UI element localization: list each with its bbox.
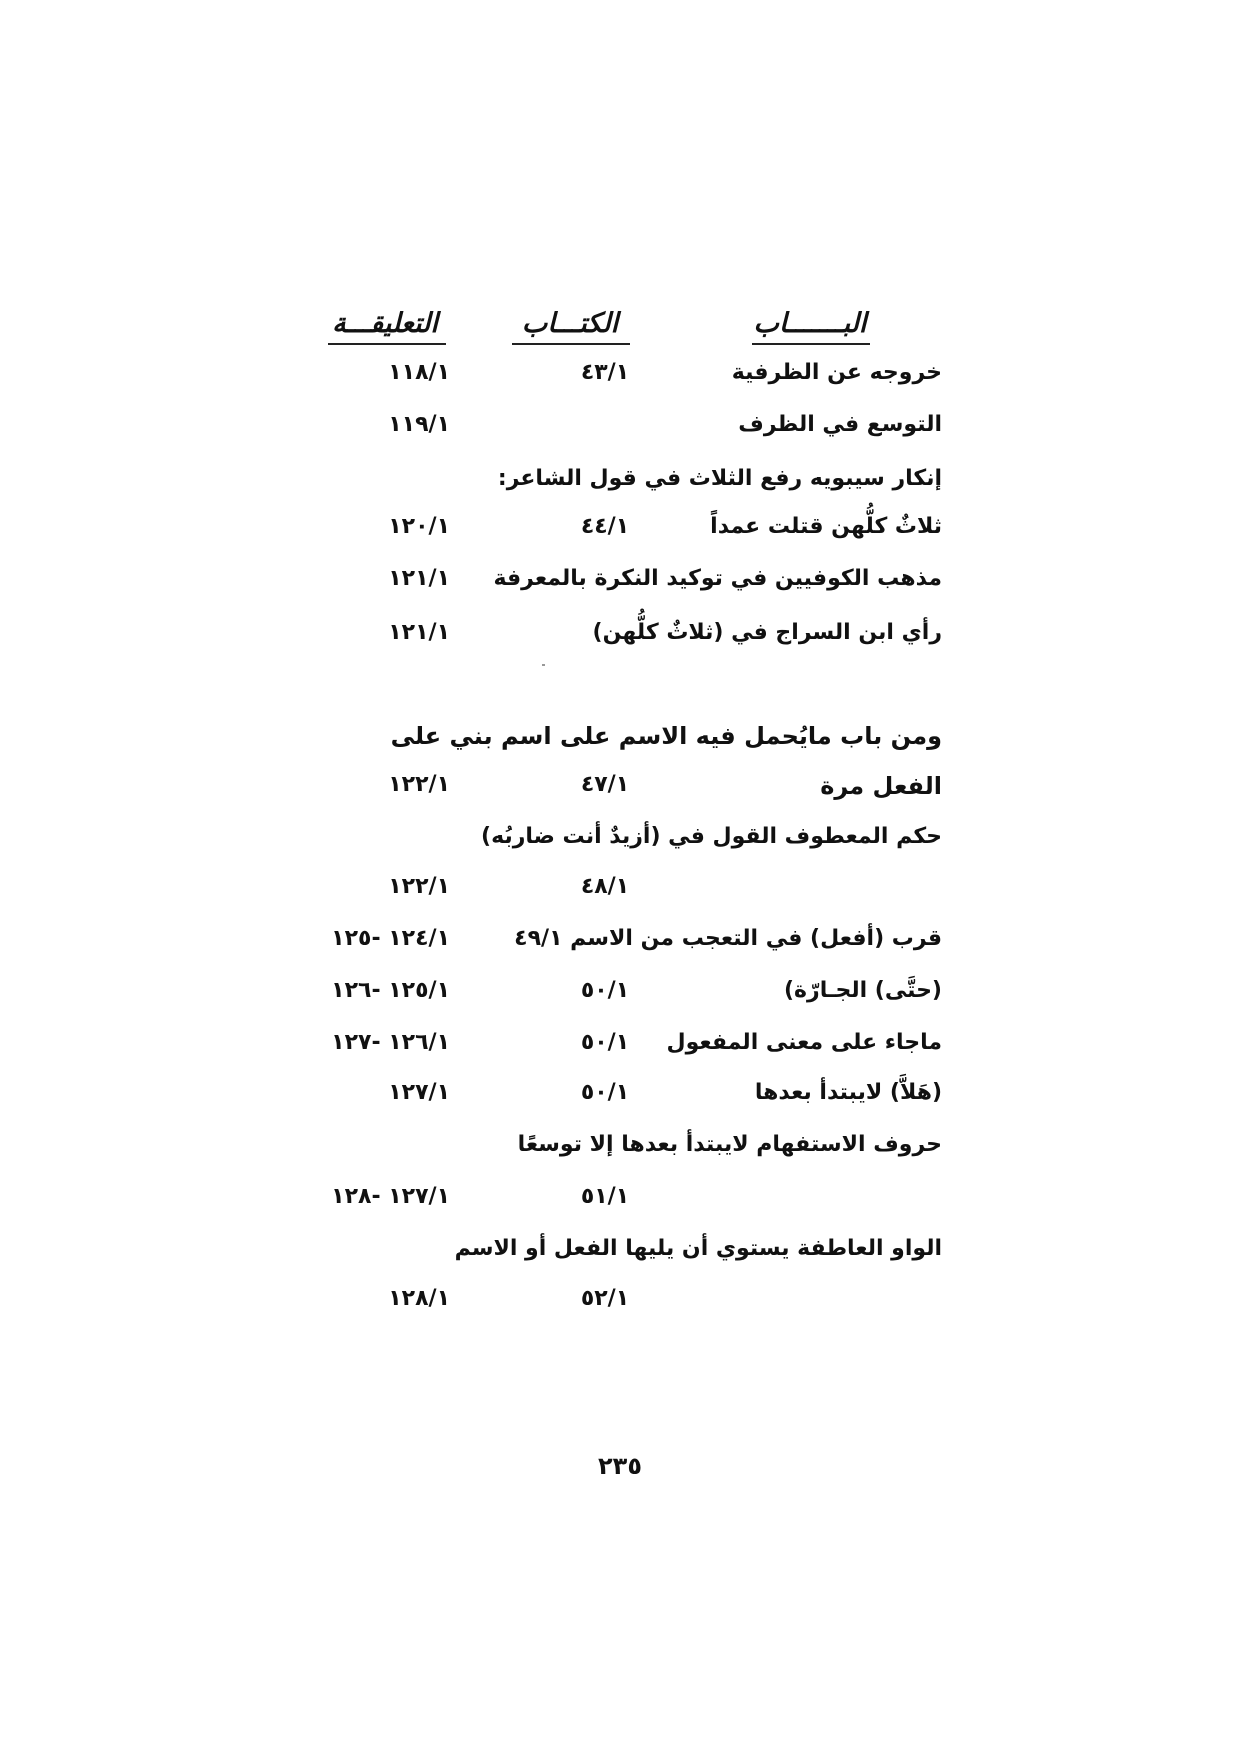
index-row — [0, 1080, 1240, 1126]
header-underline-bab — [752, 343, 870, 345]
row-topic: حكم المعطوف القول في (أزيدٌ أنت ضاربُه) — [481, 824, 942, 849]
row-taliq-ref: ١٢٠/١ — [388, 514, 450, 539]
index-row — [0, 926, 1240, 972]
index-row — [0, 620, 1240, 666]
row-taliq-ref: ١٢٧/١ — [388, 1080, 450, 1105]
row-kitab-ref: ٥٢/١ — [580, 1286, 630, 1311]
index-row — [0, 1286, 1240, 1332]
index-row — [0, 874, 1240, 920]
row-topic: التوسع في الظرف — [738, 412, 942, 437]
row-topic: مذهب الكوفيين في توكيد النكرة بالمعرفة — [493, 566, 942, 591]
print-speck — [542, 664, 545, 666]
row-taliq-ref: ١١٨/١ — [388, 360, 450, 385]
section-heading: ومن باب مايُحمل فيه الاسم على اسم بني على — [390, 722, 942, 750]
row-taliq-ref: ١٢٧/١ -١٢٨ — [331, 1184, 450, 1209]
row-taliq-ref: ١٢٥/١ -١٢٦ — [331, 978, 450, 1003]
index-row — [0, 360, 1240, 406]
row-taliq-ref: ١٢٦/١ -١٢٧ — [331, 1030, 450, 1055]
row-topic: قرب (أفعل) في التعجب من الاسم ٤٩/١ — [514, 926, 942, 951]
row-topic: خروجه عن الظرفية — [731, 360, 942, 385]
row-kitab-ref: ٤٤/١ — [580, 514, 630, 539]
row-kitab-ref: ٥١/١ — [580, 1184, 630, 1209]
row-taliq-ref: ١٢٢/١ — [388, 772, 450, 797]
row-topic: حروف الاستفهام لايبتدأ بعدها إلا توسعًا — [517, 1132, 942, 1157]
header-underline-taliq — [328, 343, 446, 345]
index-row — [0, 566, 1240, 612]
row-topic: ماجاء على معنى المفعول — [666, 1030, 942, 1055]
column-header-bab: البـــــــاب — [753, 308, 867, 339]
header-underline-kitab — [512, 343, 630, 345]
row-topic: ثلاثٌ كلُّهن قتلت عمداً — [710, 514, 942, 539]
column-header-kitab: الكتـــاب — [521, 308, 619, 339]
row-kitab-ref: ٥٠/١ — [580, 1080, 630, 1105]
page-number: ٢٣٥ — [598, 1452, 642, 1480]
index-row — [0, 1236, 1240, 1282]
index-row — [0, 772, 1240, 818]
row-topic: إنكار سيبويه رفع الثلاث في قول الشاعر: — [497, 466, 942, 491]
column-header-taliq: التعليقـــة — [332, 308, 438, 339]
row-topic: الفعل مرة — [820, 772, 942, 800]
index-row — [0, 824, 1240, 870]
index-row — [0, 1184, 1240, 1230]
row-taliq-ref: ١٢٢/١ — [388, 874, 450, 899]
index-row — [0, 1132, 1240, 1178]
index-row — [0, 978, 1240, 1024]
row-topic: (حتَّى) الجـارّة) — [783, 978, 942, 1003]
index-row — [0, 466, 1240, 512]
row-kitab-ref: ٥٠/١ — [580, 978, 630, 1003]
row-taliq-ref: ١٢١/١ — [388, 620, 450, 645]
row-topic: الواو العاطفة يستوي أن يليها الفعل أو الاسم — [454, 1236, 942, 1261]
row-taliq-ref: ١٢١/١ — [388, 566, 450, 591]
row-topic: رأي ابن السراج في (ثلاثٌ كلُّهن) — [592, 620, 942, 645]
row-kitab-ref: ٤٨/١ — [580, 874, 630, 899]
row-kitab-ref: ٥٠/١ — [580, 1030, 630, 1055]
index-row — [0, 1030, 1240, 1076]
row-kitab-ref: ٤٣/١ — [580, 360, 630, 385]
row-topic: (هَلاَّ) لايبتدأ بعدها — [754, 1080, 942, 1105]
row-kitab-ref: ٤٧/١ — [580, 772, 630, 797]
index-row — [0, 514, 1240, 560]
section-heading-row — [0, 722, 1240, 768]
row-taliq-ref: ١٢٨/١ — [388, 1286, 450, 1311]
index-row — [0, 412, 1240, 458]
row-taliq-ref: ١١٩/١ — [388, 412, 450, 437]
row-taliq-ref: ١٢٤/١ -١٢٥ — [331, 926, 450, 951]
